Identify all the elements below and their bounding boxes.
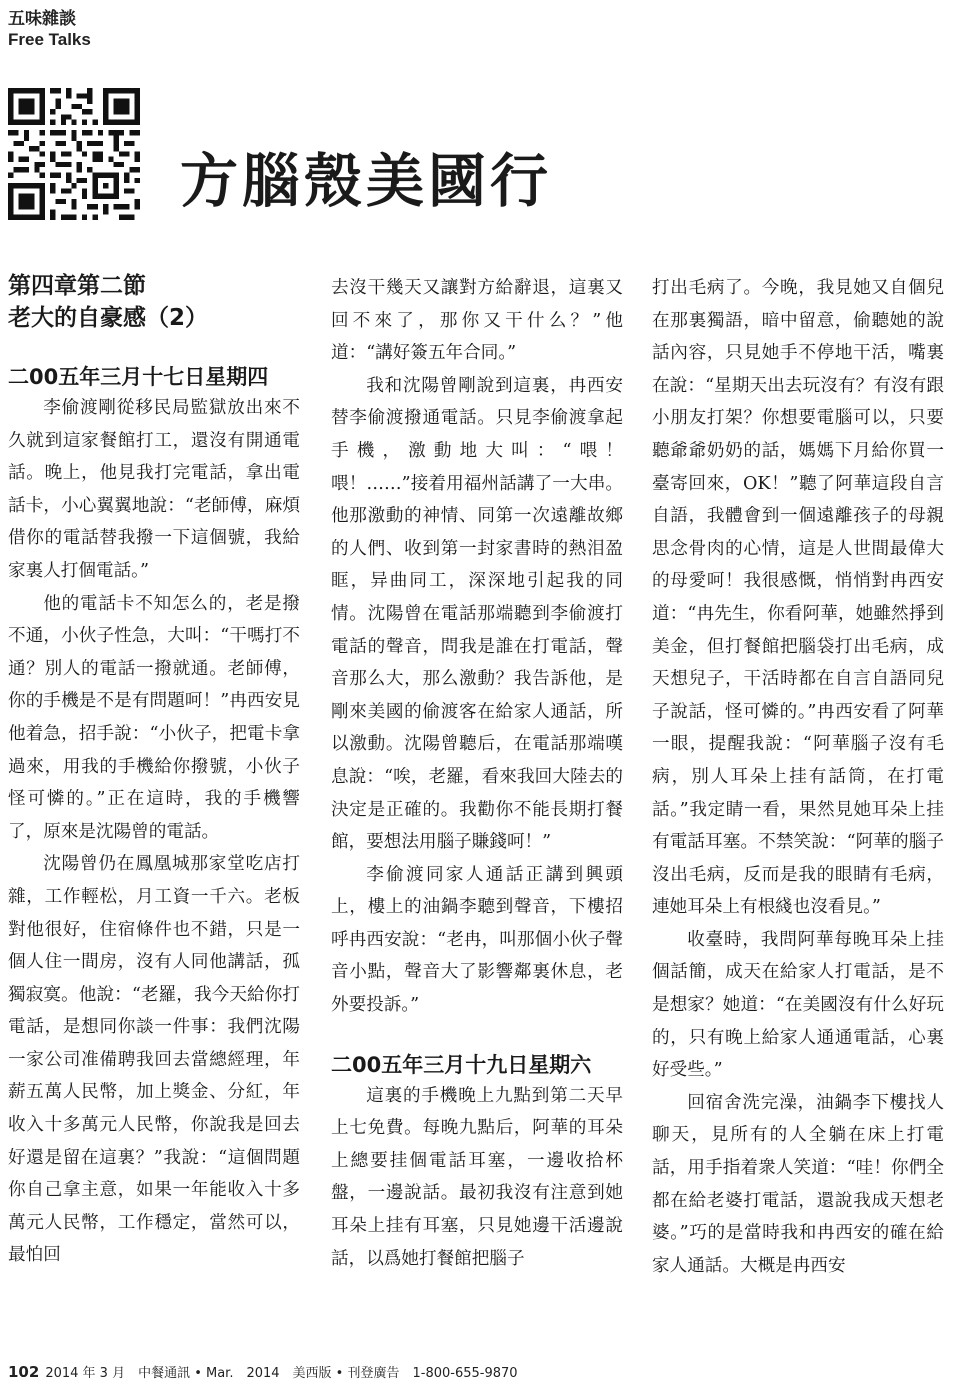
paragraph: 他的電話卡不知怎么的，老是撥不通，小伙子性急，大叫：“干嗎打不通？別人的電話一撥就通。老師傅，你的手機是不是有問題呵！”冉西安見他着急，招手說：“小伙子，把電卡拿過來，用我的手機給你撥號，小伙子怪可憐的。”正在這時，我的手機響了，原來是沈陽曾的電話。 bbox=[8, 593, 300, 842]
paragraph: 這裏的手機晚上九點到第二天早上七免費。每晚九點后，阿華的耳朵上總要挂個電話耳塞，一邊收拾杯盤，一邊說話。最初我沒有注意到她耳朵上挂有耳塞，只見她邊干活邊說話，以爲她打餐館把腦子 bbox=[331, 1085, 623, 1269]
paragraph: 李偷渡同家人通話正講到興頭上，樓上的油鍋李聽到聲音，下樓招呼冉西安說：“老冉，叫那個小伙子聲音小點，聲音大了影響鄰裏休息，老外要投訴。” bbox=[331, 864, 623, 1016]
qr-code-icon bbox=[8, 88, 140, 220]
page-footer bbox=[8, 1362, 518, 1381]
section-title-en: Free Talks bbox=[8, 30, 91, 49]
diary-date-heading: 二00五年三月十七日星期四 bbox=[8, 365, 269, 389]
article-title: 方腦殼美國行 bbox=[180, 147, 553, 215]
section-title-zh: 五味雜談 bbox=[8, 9, 76, 29]
paragraph: 收臺時，我問阿華每晚耳朵上挂個話簡，成天在給家人打電話，是不是想家？她道：“在美國沒有什么好玩的，只有晚上給家人通通電話，心裏好受些。” bbox=[652, 929, 944, 1081]
paragraph: 打出毛病了。今晚，我見她又自個兒在那裏獨語，暗中留意，偷聽她的說話內容，只見她手不停地干活，嘴裏在說：“星期天出去玩沒有？有沒有跟小朋友打架？你想要電腦可以，只要聽爺爺奶奶的話，媽媽下月給你買一臺寄回來，OK！”聽了阿華這段自言自語，我體會到一個遠離孩子的母親思念骨肉的心情，這是人世間最偉大的母愛呵！我很感慨，悄悄對冉西安道：“冉先生，你看阿華，她雖然掙到美金，但打餐館把腦袋打出毛病，成天想兒子，干活時都在自言自語同兒子說話，怪可憐的。”冉西安看了阿華一眼，提醒我說：“阿華腦子沒有毛病，別人耳朵上挂有話筒，在打電話。”我定睛一看，果然見她耳朵上挂有電話耳塞。不禁笑說：“阿華的腦子沒出毛病，反而是我的眼睛有毛病，連她耳朵上有根綫也沒看見。” bbox=[652, 278, 944, 918]
diary-date-heading: 二00五年三月十九日星期六 bbox=[331, 1052, 592, 1077]
text-column-1 bbox=[8, 270, 300, 1272]
text-column-3 bbox=[652, 272, 944, 1282]
paragraph: 回宿舍洗完澡，油鍋李下樓找人聊天，見所有的人全躺在床上打電話，用手指着衆人笑道：“哇！你們全都在給老婆打電話，還說我成天想老婆。”巧的是當時我和冉西安的確在給家人通話。大概是冉西安 bbox=[652, 1092, 944, 1276]
chapter-heading-line2: 老大的自豪感（2） bbox=[8, 305, 209, 331]
paragraph: 我和沈陽曾剛說到這裏，冉西安替李偷渡撥通電話。只見李偷渡拿起手機，激動地大叫：“喂！喂！……”接着用福州話講了一大串。他那激動的神情、同第一次遠離故鄉的人們、收到第一封家書時的熱泪盈眶，异曲同工，深深地引起我的同情。沈陽曾在電話那端聽到李偷渡打電話的聲音，問我是誰在打電話，聲音那么大，那么激動？我告訴他，是剛來美國的偷渡客在給家人通話，所以激動。沈陽曾聽后，在電話那端嘆息說：“唉，老羅，看來我回大陸去的決定是正確的。我勸你不能長期打餐館，要想法用腦子賺錢呵！” bbox=[331, 375, 623, 853]
text-column-2 bbox=[331, 272, 623, 1275]
page-number: 102 bbox=[8, 1363, 40, 1381]
footer-text: 2014 年 3 月 中餐通訊 • Mar. 2014 美西版 • 刊登廣告 1-800-655-9870 bbox=[45, 1366, 518, 1381]
chapter-heading-line1: 第四章第二節 bbox=[8, 273, 146, 299]
paragraph: 沈陽曾仍在鳳凰城那家堂吃店打雜，工作輕松，月工資一千六。老板對他很好，住宿條件也不錯，只是一個人住一間房，沒有人同他講話，孤獨寂寞。他說：“老羅，我今天給你打電話，是想同你談一件事：我們沈陽一家公司准備聘我回去當總經理，年薪五萬人民幣，加上獎金、分紅，年收入十多萬元人民幣，你說我是回去好還是留在這裏？”我說：“這個問題你自己拿主意，如果一年能收入十多萬元人民幣，工作穩定，當然可以，最怕回 bbox=[8, 854, 300, 1266]
paragraph: 去沒干幾天又讓對方給辭退，這裏又回不來了，那你又干什么？”他道：“講好簽五年合同。” bbox=[331, 278, 623, 364]
paragraph: 李偷渡剛從移民局監獄放出來不久就到這家餐館打工，還沒有開通電話。晚上，他見我打完電話，拿出電話卡，小心翼翼地說：“老師傅，麻煩借你的電話替我撥一下這個號，我給家裏人打個電話。” bbox=[8, 398, 300, 581]
